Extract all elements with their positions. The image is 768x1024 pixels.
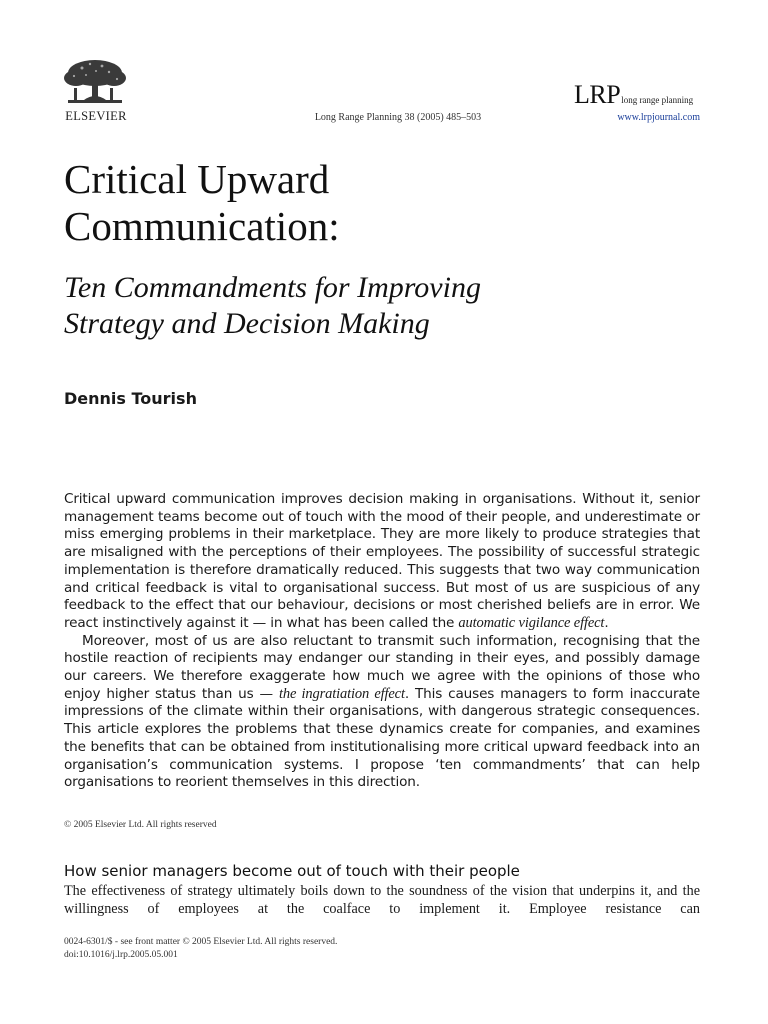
page-footer <box>64 936 337 962</box>
footer-doi: doi:10.1016/j.lrp.2005.05.001 <box>64 950 178 960</box>
journal-logo <box>574 80 693 110</box>
abstract-paragraph-2 <box>64 633 700 792</box>
title-line-1: Critical Upward <box>64 156 330 202</box>
abstract-p1-end: . <box>604 614 609 631</box>
tree-logo-icon <box>62 58 128 108</box>
article-title <box>64 156 340 250</box>
abstract-p2-emphasis: the ingratiation effect <box>279 685 405 702</box>
journal-full-name: long range planning <box>621 95 694 105</box>
section-heading: How senior managers become out of touch with their people <box>64 862 520 880</box>
subtitle-line-2: Strategy and Decision Making <box>64 307 430 340</box>
journal-url-link[interactable]: www.lrpjournal.com <box>617 112 700 123</box>
abstract-paragraph-1 <box>64 491 700 633</box>
footer-front-matter: 0024-6301/$ - see front matter © 2005 Elsevier Ltd. All rights reserved. <box>64 937 338 947</box>
abstract-p1-emphasis: automatic vigilance effect <box>458 614 605 631</box>
article-subtitle <box>64 270 481 342</box>
subtitle-line-1: Ten Commandments for Improving <box>64 271 481 304</box>
citation-text: Long Range Planning 38 (2005) 485–503 <box>314 112 482 123</box>
abstract-p1-text: Critical upward communication improves decision making in organisations. Without it, senior management teams become out of touch with the mood of their people, and underestimate or miss emerging problems in their marketplace. They are more likely to produce strategies that are misaligned with the perceptions of their employees. The possibility of successful strategic implementation is therefore dramatically reduced. This suggests that two way communication and critical feedback is vital to organisational success. But most of us are suspicious of any feedback to the effect that our behaviour, decisions or most cherished beliefs are in error. We react instinctively against it — in what has been called the <box>64 491 700 631</box>
publisher-name: ELSEVIER <box>65 109 127 123</box>
author-name: Dennis Tourish <box>64 389 197 408</box>
abstract-p2-text: Moreover, most of us are also reluctant to transmit such information, recognising that the hostile reaction of recipients may endanger our standing in their eyes, and possibly damage our careers. We therefore exaggerate how much we agree with the opinions of those who enjoy higher status than us — <box>64 632 700 702</box>
abstract-copyright: © 2005 Elsevier Ltd. All rights reserved <box>64 820 217 830</box>
abstract <box>64 491 700 792</box>
abstract-p2-rest: . This causes managers to form inaccurate impressions of the climate within their organisations, with dangerous strategic consequences. This article explores the problems that these dynamics create for companies, and examines the benefits that can be obtained from institutionalising more critical upward feedback into an organisation’s communication systems. I propose ‘ten commandments’ that can help organisations to reorient themselves in this direction. <box>64 685 700 791</box>
journal-abbr: LRP <box>574 80 621 109</box>
section-body-text: The effectiveness of strategy ultimately boils down to the soundness of the vision that underpins it, and the willingness of employees at the coalface to implement it. Employee resistance can <box>64 883 700 917</box>
title-line-2: Communication: <box>64 203 340 249</box>
